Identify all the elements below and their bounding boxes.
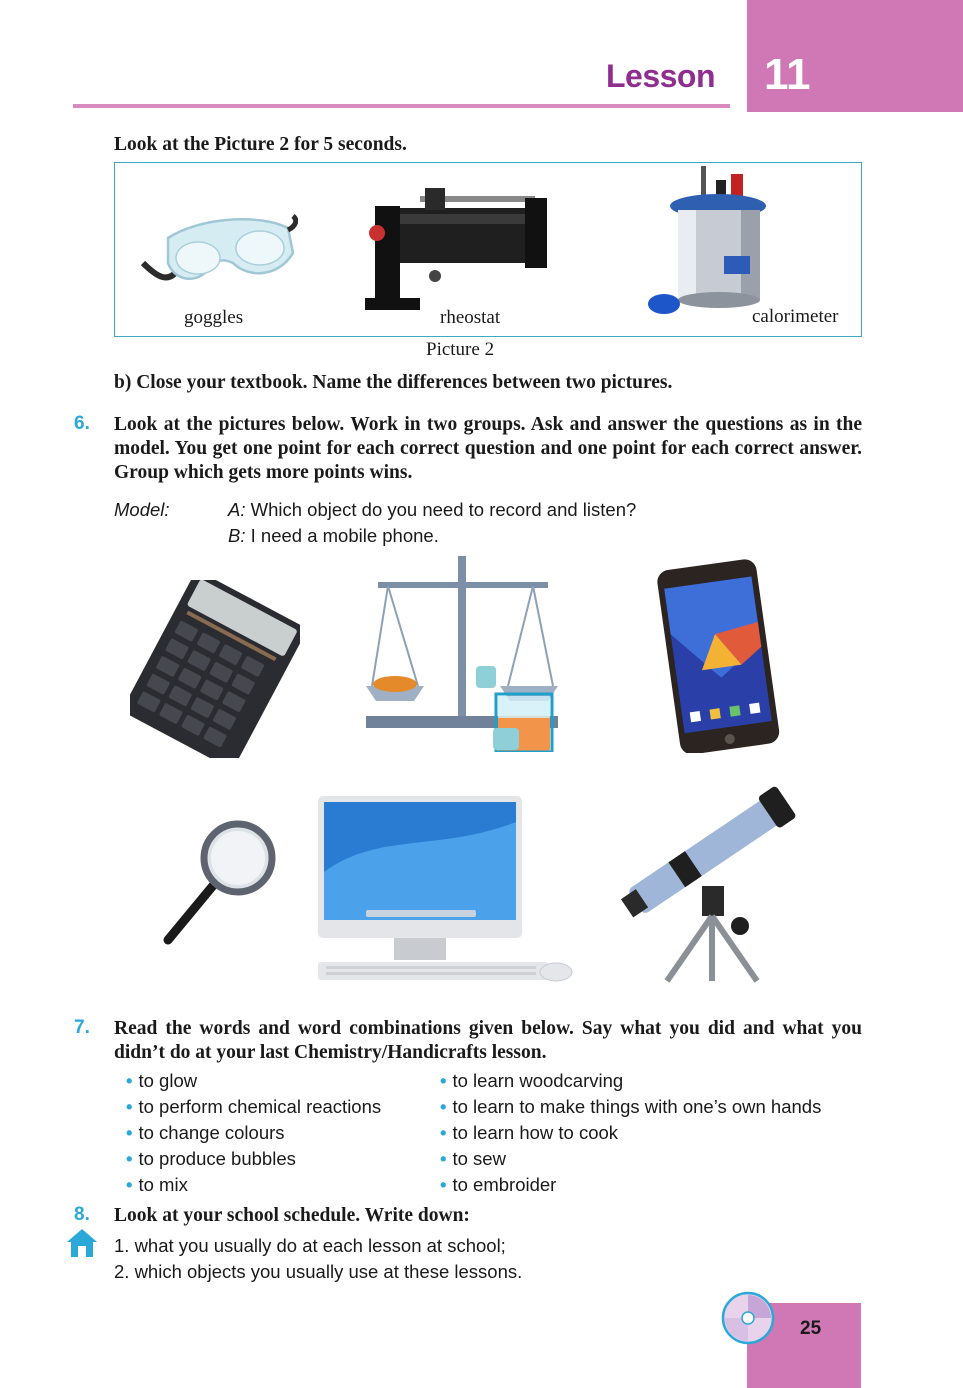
page-number: 25 (800, 1318, 822, 1339)
exercise-8-number: 8. (74, 1204, 90, 1225)
exercise-6-text: Look at the pictures below. Work in two groups. Ask and answer the questions as in the model. You get one point for each correct question and one point for each correct answer. Group which gets more points wins. (114, 414, 862, 483)
picture2-instruction: Look at the Picture 2 for 5 seconds. (114, 134, 407, 155)
list-item: • to produce bubbles (126, 1148, 296, 1169)
magnifying-glass-icon (156, 820, 276, 946)
rheostat-icon (365, 178, 555, 318)
mobile-phone-icon (654, 558, 780, 753)
list-item: • to change colours (126, 1122, 285, 1143)
goggles-icon (138, 208, 298, 298)
exercise-8-text: Look at your school schedule. Write down: (114, 1205, 470, 1226)
rheostat-label: rheostat (440, 307, 501, 328)
model-line-b (228, 523, 439, 549)
model-label: Model: (114, 499, 170, 520)
list-item: • to perform chemical reactions (126, 1096, 382, 1117)
exercise-6-number: 6. (74, 413, 90, 434)
list-item: • to mix (126, 1174, 188, 1195)
calculator-icon (130, 580, 300, 758)
exercise-7-number: 7. (74, 1017, 90, 1038)
list-item: • to glow (126, 1070, 198, 1091)
lesson-number: 11 (764, 50, 811, 99)
homework-item-1: 1. what you usually do at each lesson at school; (114, 1235, 506, 1256)
list-item: • to learn woodcarving (440, 1070, 624, 1091)
word-list-left (126, 1068, 381, 1198)
balance-scale-icon (358, 556, 570, 752)
model-line-a (228, 497, 636, 523)
cd-icon (721, 1291, 775, 1345)
lesson-title: Lesson (605, 58, 715, 94)
goggles-label: goggles (184, 307, 244, 328)
speaker-a-text: Which object do you need to record and listen? (245, 499, 637, 520)
word-list-right (440, 1068, 821, 1198)
list-item: • to learn how to cook (440, 1122, 619, 1143)
header-rule (73, 104, 730, 108)
list-item: • to embroider (440, 1174, 557, 1195)
speaker-b-label: B: (228, 525, 246, 546)
telescope-icon (612, 776, 808, 984)
task-b-instruction: b) Close your textbook. Name the differences between two pictures. (114, 372, 673, 393)
computer-monitor-icon (318, 792, 576, 986)
list-item: • to sew (440, 1148, 506, 1169)
calorimeter-icon (646, 166, 776, 318)
calorimeter-label: calorimeter (752, 306, 839, 327)
speaker-a-label: A: (228, 499, 246, 520)
home-icon (66, 1228, 98, 1258)
picture2-caption: Picture 2 (426, 339, 495, 360)
exercise-7-text: Read the words and word combinations given below. Say what you did and what you didn’t do at your last Chemistry/Handicrafts lesson. (114, 1018, 862, 1063)
speaker-b-text: I need a mobile phone. (245, 525, 439, 546)
homework-item-2: 2. which objects you usually use at these lessons. (114, 1261, 523, 1282)
list-item: • to learn to make things with one’s own hands (440, 1096, 822, 1117)
